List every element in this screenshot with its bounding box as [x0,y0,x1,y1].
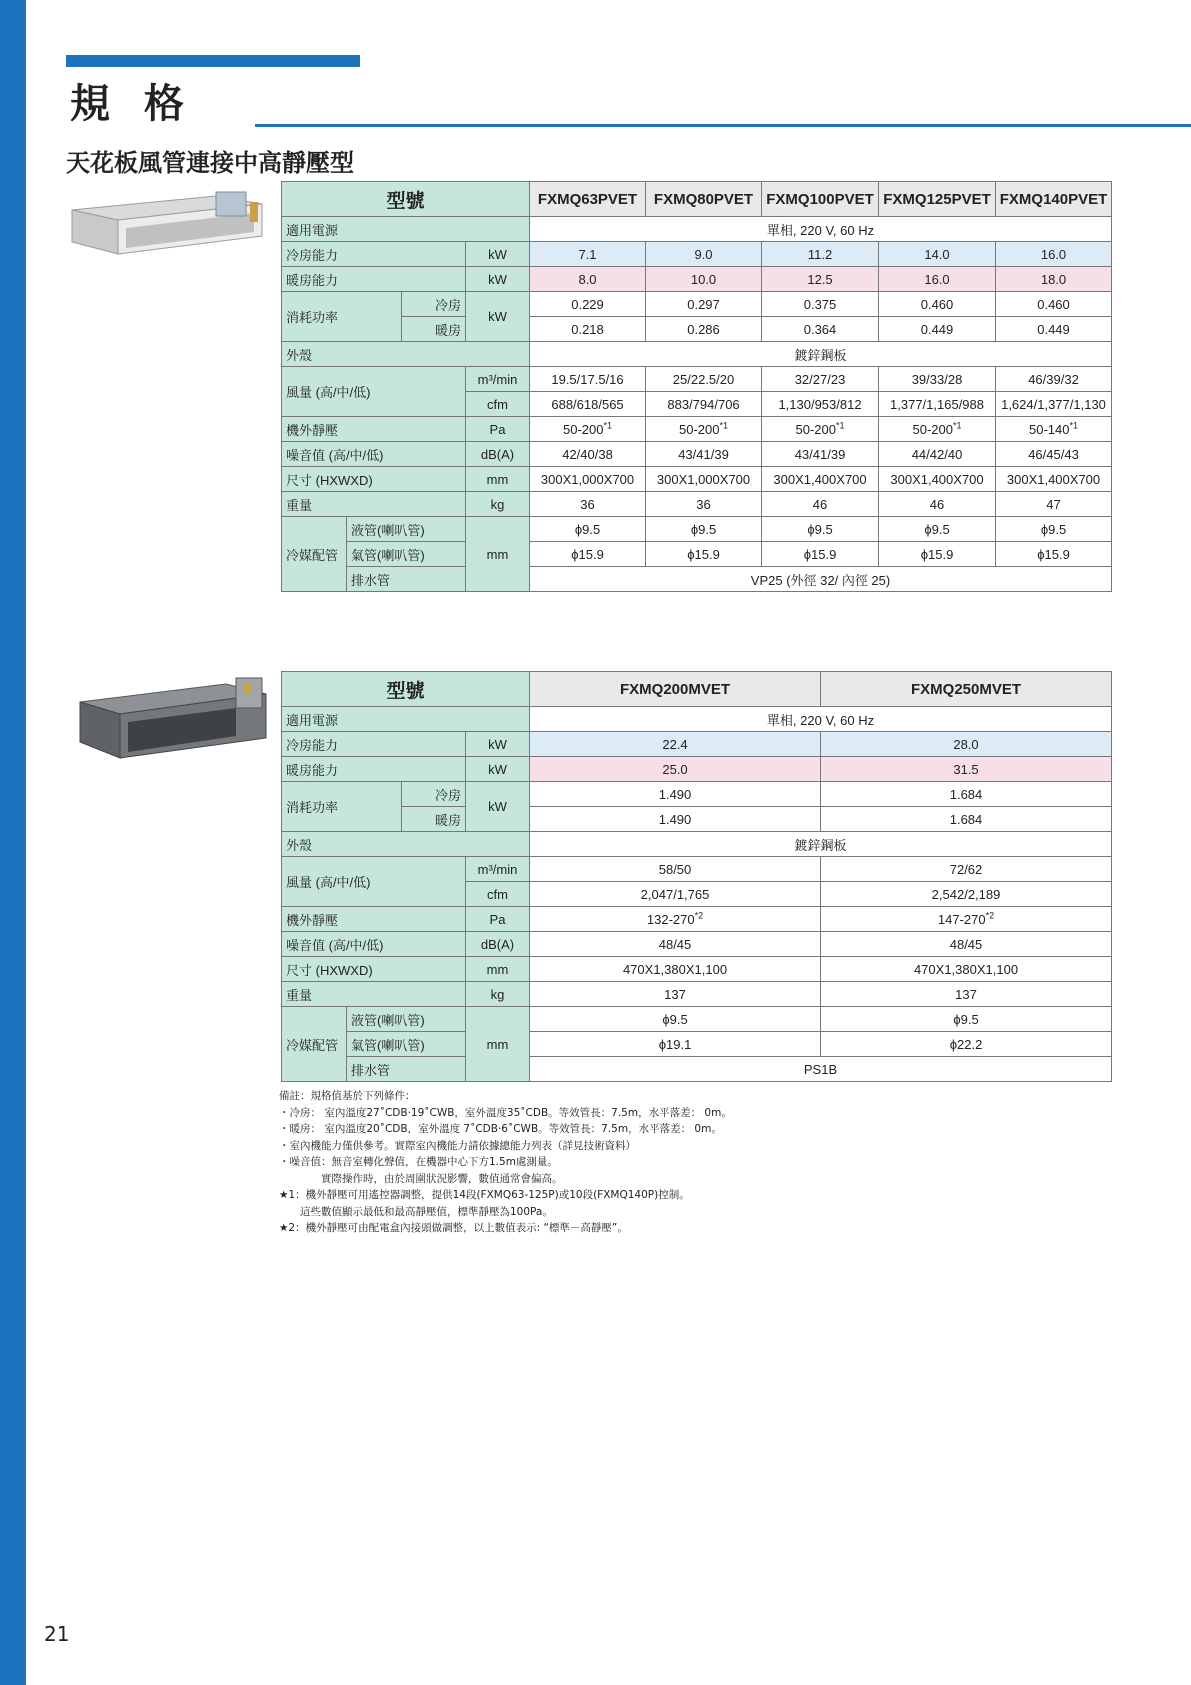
noise-value: 42/40/38 [530,442,646,467]
noise-value: 48/45 [821,932,1112,957]
power-cool-value: 0.229 [530,292,646,317]
spec-table-1 [281,181,1112,592]
unit-cell: m³/min [466,367,530,392]
sub-label-heat: 暖房 [402,807,466,832]
noise-value: 43/41/39 [646,442,762,467]
heating-value: 10.0 [646,267,762,292]
unit-cell: dB(A) [466,932,530,957]
liquid-pipe-value: ϕ9.5 [996,517,1112,542]
model-header: FXMQ250MVET [821,672,1112,707]
sub-label-drain: 排水管 [347,1057,466,1082]
sub-label-liquid: 液管(喇叭管) [347,1007,466,1032]
unit-cell: kg [466,982,530,1007]
row-label-airflow: 風量 (高/中/低) [282,857,466,907]
weight-value: 137 [530,982,821,1007]
noise-value: 44/42/40 [879,442,996,467]
duct-unit-image-1 [66,188,266,258]
row-label-dimensions: 尺寸 (HXWXD) [282,957,466,982]
power-cool-value: 0.460 [879,292,996,317]
note-line: 實際操作時，由於周圍狀況影響，數值通常會偏高。 [279,1172,563,1185]
row-label-casing: 外殼 [282,832,530,857]
cooling-value: 7.1 [530,242,646,267]
gas-pipe-value: ϕ15.9 [996,542,1112,567]
note-line: 這些數值顯示最低和最高靜壓值，標準靜壓為100Pa。 [279,1205,553,1218]
sub-label-cool: 冷房 [402,292,466,317]
airflow-m3-value: 19.5/17.5/16 [530,367,646,392]
sub-label-liquid: 液管(喇叭管) [347,517,466,542]
gas-pipe-value: ϕ15.9 [879,542,996,567]
unit-cell: kW [466,732,530,757]
airflow-m3-value: 32/27/23 [762,367,879,392]
gas-pipe-value: ϕ19.1 [530,1032,821,1057]
power-cool-value: 0.460 [996,292,1112,317]
unit-cell: kW [466,782,530,832]
noise-value: 46/45/43 [996,442,1112,467]
weight-value: 47 [996,492,1112,517]
unit-cell: mm [466,1007,530,1082]
page-title: 規 格 [70,81,194,127]
unit-cell: kW [466,242,530,267]
title-accent-bar [66,55,360,67]
weight-value: 46 [762,492,879,517]
unit-cell: kW [466,757,530,782]
dimensions-value: 300X1,400X700 [879,467,996,492]
power-heat-value: 0.449 [879,317,996,342]
noise-value: 43/41/39 [762,442,879,467]
gas-pipe-value: ϕ15.9 [646,542,762,567]
casing-value: 鍍鋅鋼板 [530,342,1112,367]
airflow-m3-value: 58/50 [530,857,821,882]
power-cool-value: 0.375 [762,292,879,317]
model-header: FXMQ125PVET [879,182,996,217]
power-heat-value: 0.218 [530,317,646,342]
side-color-bar [0,0,26,1685]
note-line: ・冷房： 室內溫度27˚CDB‧19˚CWB，室外溫度35˚CDB。等效管長：7.5m，水平落差： 0m。 [279,1106,732,1119]
heating-value: 16.0 [879,267,996,292]
power-heat-value: 0.286 [646,317,762,342]
unit-cell: mm [466,517,530,592]
row-label-airflow: 風量 (高/中/低) [282,367,466,417]
liquid-pipe-value: ϕ9.5 [530,517,646,542]
liquid-pipe-value: ϕ9.5 [646,517,762,542]
row-label-power-consumption: 消耗功率 [282,782,402,832]
row-label-power-supply: 適用電源 [282,707,530,732]
liquid-pipe-value: ϕ9.5 [821,1007,1112,1032]
model-header: FXMQ100PVET [762,182,879,217]
row-label-cooling: 冷房能力 [282,242,466,267]
sub-label-heat: 暖房 [402,317,466,342]
gas-pipe-value: ϕ22.2 [821,1032,1112,1057]
heating-value: 25.0 [530,757,821,782]
row-label-dimensions: 尺寸 (HXWXD) [282,467,466,492]
unit-cell: cfm [466,882,530,907]
model-header-label: 型號 [282,672,530,707]
unit-cell: Pa [466,907,530,932]
row-label-esp: 機外靜壓 [282,417,466,442]
weight-value: 46 [879,492,996,517]
heating-value: 18.0 [996,267,1112,292]
row-label-piping: 冷媒配管 [282,1007,347,1082]
model-header-label: 型號 [282,182,530,217]
cooling-value: 11.2 [762,242,879,267]
cooling-value: 28.0 [821,732,1112,757]
sub-label-gas: 氣管(喇叭管) [347,542,466,567]
dimensions-value: 470X1,380X1,100 [821,957,1112,982]
row-label-weight: 重量 [282,982,466,1007]
row-label-heating: 暖房能力 [282,267,466,292]
sub-label-gas: 氣管(喇叭管) [347,1032,466,1057]
page-number: 21 [44,1622,70,1646]
gas-pipe-value: ϕ15.9 [762,542,879,567]
row-label-noise: 噪音值 (高/中/低) [282,932,466,957]
noise-value: 48/45 [530,932,821,957]
row-label-power-supply: 適用電源 [282,217,530,242]
weight-value: 36 [646,492,762,517]
esp-value: 50-200$^{*1}$ [530,417,646,442]
cooling-value: 14.0 [879,242,996,267]
power-cool-value: 0.297 [646,292,762,317]
unit-cell: dB(A) [466,442,530,467]
note-line: ★2：機外靜壓可由配電盒內接頭做調整，以上數值表示: “標準－高靜壓”。 [279,1222,628,1234]
airflow-cfm-value: 1,130/953/812 [762,392,879,417]
note-line: ★1：機外靜壓可用遙控器調整，提供14段(FXMQ63-125P)或10段(FXMQ140P)控制。 [279,1189,690,1201]
row-label-noise: 噪音值 (高/中/低) [282,442,466,467]
model-header: FXMQ200MVET [530,672,821,707]
drain-pipe-value: PS1B [530,1057,1112,1082]
unit-cell: mm [466,467,530,492]
weight-value: 137 [821,982,1112,1007]
power-supply-value: 單相, 220 V, 60 Hz [530,217,1112,242]
gas-pipe-value: ϕ15.9 [530,542,646,567]
esp-value: 147-270$^{*2}$ [821,907,1112,932]
heating-value: 12.5 [762,267,879,292]
row-label-cooling: 冷房能力 [282,732,466,757]
liquid-pipe-value: ϕ9.5 [530,1007,821,1032]
row-label-weight: 重量 [282,492,466,517]
power-supply-value: 單相, 220 V, 60 Hz [530,707,1112,732]
airflow-m3-value: 25/22.5/20 [646,367,762,392]
airflow-cfm-value: 883/794/706 [646,392,762,417]
unit-cell: mm [466,957,530,982]
heating-value: 8.0 [530,267,646,292]
dimensions-value: 300X1,000X700 [646,467,762,492]
power-heat-value: 0.449 [996,317,1112,342]
dimensions-value: 300X1,400X700 [996,467,1112,492]
airflow-cfm-value: 2,047/1,765 [530,882,821,907]
airflow-m3-value: 39/33/28 [879,367,996,392]
airflow-cfm-value: 2,542/2,189 [821,882,1112,907]
row-label-casing: 外殼 [282,342,530,367]
airflow-cfm-value: 1,624/1,377/1,130 [996,392,1112,417]
dimensions-value: 300X1,000X700 [530,467,646,492]
esp-value: 50-200$^{*1}$ [762,417,879,442]
drain-pipe-value: VP25 (外徑 32/ 內徑 25) [530,567,1112,592]
power-heat-value: 1.684 [821,807,1112,832]
row-label-power-consumption: 消耗功率 [282,292,402,342]
unit-cell: kW [466,267,530,292]
airflow-cfm-value: 688/618/565 [530,392,646,417]
weight-value: 36 [530,492,646,517]
esp-value: 50-200$^{*1}$ [879,417,996,442]
duct-unit-image-2 [76,672,272,762]
airflow-m3-value: 46/39/32 [996,367,1112,392]
unit-cell: kg [466,492,530,517]
power-cool-value: 1.684 [821,782,1112,807]
power-heat-value: 1.490 [530,807,821,832]
unit-cell: m³/min [466,857,530,882]
note-line: 備註：規格值基於下列條件： [279,1090,416,1102]
title-rule-line [255,124,1191,127]
row-label-heating: 暖房能力 [282,757,466,782]
liquid-pipe-value: ϕ9.5 [879,517,996,542]
model-header: FXMQ140PVET [996,182,1112,217]
footnotes [279,1088,732,1237]
section-subtitle: 天花板風管連接中高靜壓型 [66,149,354,177]
airflow-cfm-value: 1,377/1,165/988 [879,392,996,417]
power-heat-value: 0.364 [762,317,879,342]
sub-label-cool: 冷房 [402,782,466,807]
dimensions-value: 300X1,400X700 [762,467,879,492]
power-cool-value: 1.490 [530,782,821,807]
casing-value: 鍍鋅鋼板 [530,832,1112,857]
unit-cell: Pa [466,417,530,442]
dimensions-value: 470X1,380X1,100 [530,957,821,982]
heating-value: 31.5 [821,757,1112,782]
cooling-value: 22.4 [530,732,821,757]
airflow-m3-value: 72/62 [821,857,1112,882]
note-line: ・室內機能力僅供參考。實際室內機能力請依據總能力列表（詳見技術資料） [279,1139,636,1152]
sub-label-drain: 排水管 [347,567,466,592]
row-label-esp: 機外靜壓 [282,907,466,932]
cooling-value: 9.0 [646,242,762,267]
esp-value: 50-200$^{*1}$ [646,417,762,442]
unit-cell: kW [466,292,530,342]
liquid-pipe-value: ϕ9.5 [762,517,879,542]
model-header: FXMQ80PVET [646,182,762,217]
esp-value: 132-270$^{*2}$ [530,907,821,932]
unit-cell: cfm [466,392,530,417]
row-label-piping: 冷媒配管 [282,517,347,592]
note-line: ・暖房： 室內溫度20˚CDB，室外溫度 7˚CDB‧6˚CWB。等效管長：7.5m，水平落差： 0m。 [279,1123,722,1135]
cooling-value: 16.0 [996,242,1112,267]
spec-table-2 [281,671,1112,1082]
note-line: ・噪音值：無音室轉化聲值，在機器中心下方1.5m處測量。 [279,1156,558,1168]
model-header: FXMQ63PVET [530,182,646,217]
esp-value: 50-140$^{*1}$ [996,417,1112,442]
